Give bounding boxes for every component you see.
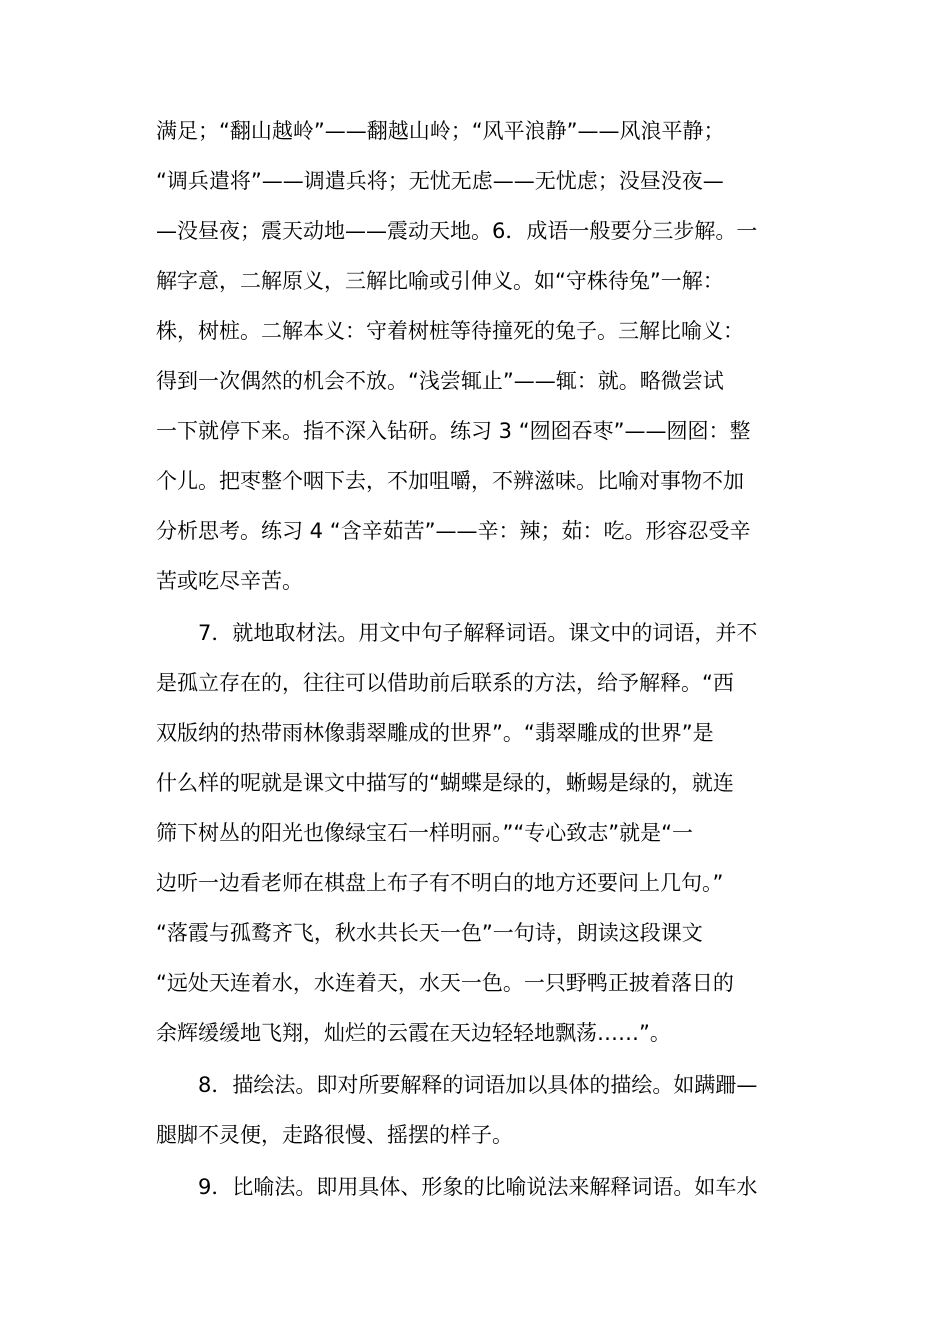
text-line: “远处天连着水，水连着天，水天一色。一只野鸭正披着落日的	[156, 971, 734, 995]
text-line: 得到一次偶然的机会不放。“浅尝辄止”——辄：就。略微尝试	[156, 369, 724, 393]
text-line: 苦或吃尽辛苦。	[156, 569, 303, 593]
text-line: 株，树桩。二解本义：守着树桩等待撞死的兔子。三解比喻义：	[156, 319, 744, 343]
text-line: 满足；“翻山越岭”——翻越山岭；“风平浪静”——风浪平静；	[156, 119, 725, 143]
text-line: 8．描绘法。即对所要解释的词语加以具体的描绘。如蹒跚—	[156, 1073, 758, 1097]
text-line: 解字意，二解原义，三解比喻或引伸义。如“守株待兔”一解：	[156, 269, 724, 293]
text-line: 边听一边看老师在棋盘上布子有不明白的地方还要问上几句。”	[156, 871, 724, 895]
text-line: 个儿。把枣整个咽下去，不加咀嚼，不辨滋味。比喻对事物不加	[156, 469, 744, 493]
text-line: 9．比喻法。即用具体、形象的比喻说法来解释词语。如车水	[156, 1175, 758, 1199]
text-line: “落霞与孤鹜齐飞，秋水共长天一色”一句诗，朗读这段课文	[156, 921, 703, 945]
text-line: 筛下树丛的阳光也像绿宝石一样明丽。”“专心致志”就是“一	[156, 821, 694, 845]
text-line: 什么样的呢就是课文中描写的“蝴蝶是绿的，蜥蜴是绿的，就连	[156, 771, 734, 795]
text-line: 双版纳的热带雨林像翡翠雕成的世界”。“翡翠雕成的世界”是	[156, 721, 714, 745]
paragraph-local-material-method	[156, 608, 796, 1058]
paragraph-description-method	[156, 1060, 796, 1160]
paragraph-metaphor-method	[156, 1162, 796, 1212]
text-line: 是孤立存在的，往往可以借助前后联系的方法，给予解释。“西	[156, 671, 734, 695]
text-line: 一下就停下来。指不深入钻研。练习 3 “囫囵吞枣”——囫囵：整	[156, 419, 751, 443]
text-line: 7．就地取材法。用文中句子解释词语。课文中的词语，并不	[156, 621, 758, 645]
text-line: 余辉缓缓地飞翔，灿烂的云霞在天边轻轻地飘荡……”。	[156, 1021, 671, 1045]
paragraph-idiom-explanation	[156, 106, 796, 606]
text-line: 腿脚不灵便，走路很慢、摇摆的样子。	[156, 1123, 513, 1147]
text-line: “调兵遣将”——调遣兵将；无忧无虑——无忧虑；没昼没夜—	[156, 169, 724, 193]
text-line: —没昼夜；震天动地——震动天地。6．成语一般要分三步解。一	[156, 219, 758, 243]
text-line: 分析思考。练习 4 “含辛茹苦”——辛：辣；茹：吃。形容忍受辛	[156, 519, 751, 543]
